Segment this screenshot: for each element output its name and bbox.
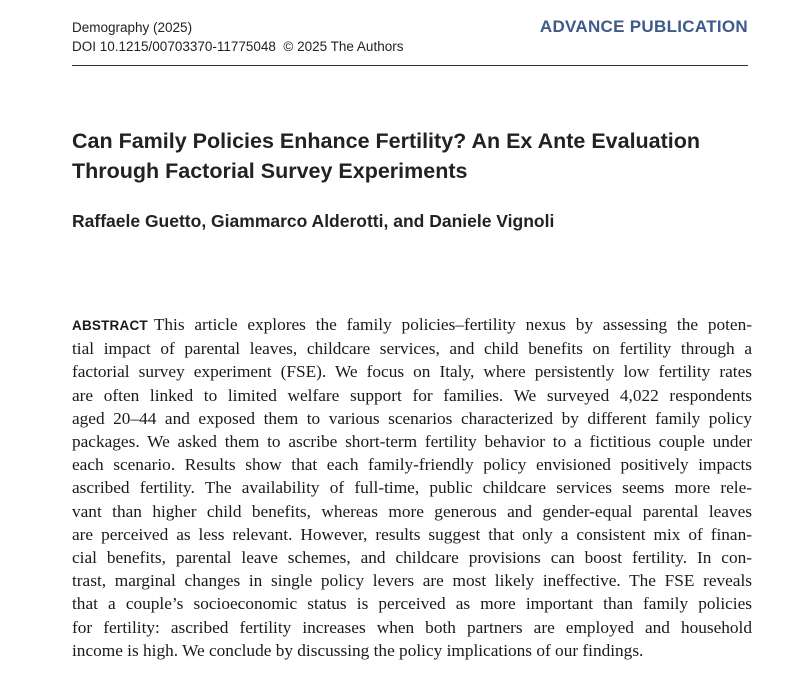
abstract-label: ABSTRACT <box>72 318 148 333</box>
abstract-line: are often linked to limited welfare support for families. We surveyed 4,022 respondents <box>72 385 752 405</box>
abstract-line: each scenario. Results show that each family-friendly policy envisioned positively impacts <box>72 455 752 475</box>
journal-name: Demography (2025) <box>72 20 193 35</box>
abstract-line: aged 20–44 and exposed them to various scenarios characterized by different family policy <box>72 408 752 428</box>
abstract-line: factorial survey experiment (FSE). We focus on Italy, where persistently low fertility rates <box>72 362 752 382</box>
abstract-line: income is high. We conclude by discussing the policy implications of our findings. <box>72 640 644 660</box>
header-rule <box>72 65 748 66</box>
abstract-line: tial impact of parental leaves, childcare services, and child benefits on fertility through a <box>72 339 752 359</box>
publication-status: ADVANCE PUBLICATION <box>539 17 748 36</box>
abstract-line: that a couple’s socioeconomic status is perceived as more important than family policies <box>72 594 752 614</box>
author-list: Raffaele Guetto, Giammarco Alderotti, and Daniele Vignoli <box>72 211 555 231</box>
abstract <box>72 313 752 662</box>
journal-header <box>72 18 403 56</box>
article-title <box>72 126 762 186</box>
abstract-line: packages. We asked them to ascribe short-term fertility behavior to a fictitious couple under <box>72 432 752 452</box>
abstract-line: trast, marginal changes in single policy levers are most likely ineffective. The FSE reveals <box>72 571 752 591</box>
doi-line: DOI 10.1215/00703370-11775048 © 2025 The Authors <box>72 39 404 54</box>
abstract-line: for fertility: ascribed fertility increases when both partners are employed and household <box>72 617 752 637</box>
title-line: Through Factorial Survey Experiments <box>72 159 468 183</box>
abstract-line: cial benefits, parental leave schemes, and childcare provisions can boost fertility. In con- <box>72 548 752 568</box>
abstract-text: This article explores the family policies–fertility nexus by assessing the poten- <box>153 315 752 334</box>
title-line: Can Family Policies Enhance Fertility? An Ex Ante Evaluation <box>72 129 701 153</box>
abstract-line: ascribed fertility. The availability of full-time, public childcare services seems more rele- <box>72 478 752 498</box>
abstract-line <box>72 313 752 337</box>
abstract-line: vant than higher child benefits, whereas more generous and gender-equal parental leaves <box>72 501 752 521</box>
abstract-line: are perceived as less relevant. However, results suggest that only a consistent mix of finan- <box>72 524 752 544</box>
